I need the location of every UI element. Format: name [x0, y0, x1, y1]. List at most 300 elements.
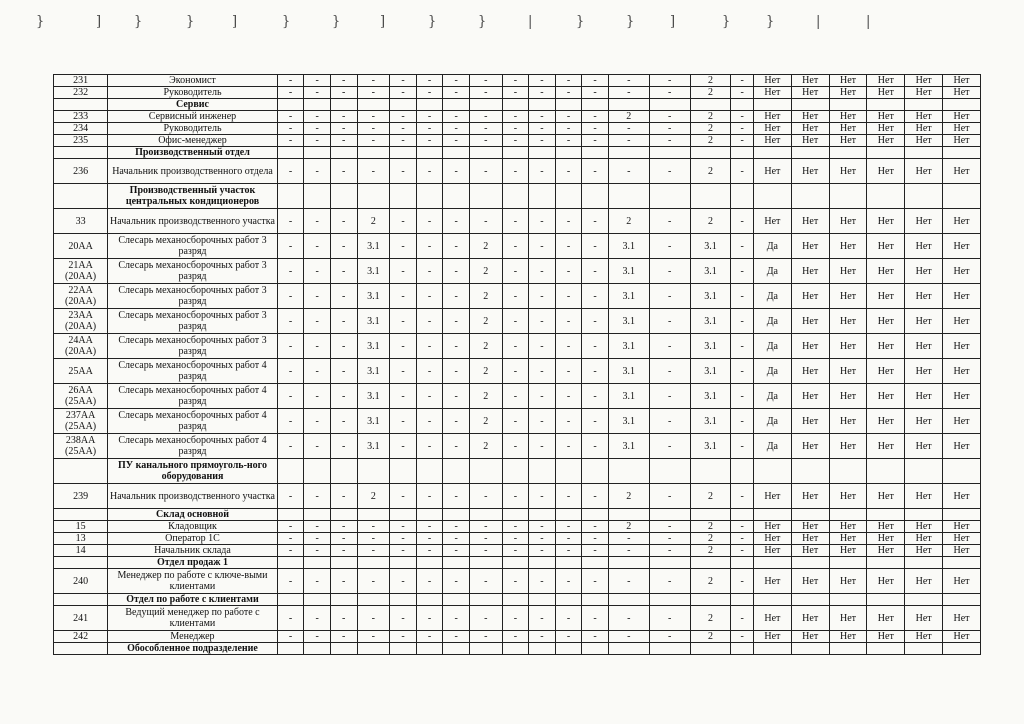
value-cell: Нет [943, 521, 981, 533]
value-cell: Нет [867, 75, 905, 87]
value-cell [390, 184, 417, 209]
value-cell: - [502, 359, 529, 384]
value-cell: - [555, 135, 582, 147]
value-cell: - [330, 135, 357, 147]
value-cell [469, 459, 502, 484]
value-cell: - [582, 521, 609, 533]
value-cell: 3.1 [690, 259, 731, 284]
table-row [54, 284, 981, 309]
value-cell [731, 557, 753, 569]
position-name: Руководитель [108, 123, 278, 135]
value-cell [390, 99, 417, 111]
sout-table [53, 74, 981, 655]
value-cell: Нет [867, 87, 905, 99]
value-cell: Нет [829, 234, 867, 259]
table-row [54, 631, 981, 643]
value-cell: - [390, 606, 417, 631]
value-cell: Нет [867, 434, 905, 459]
value-cell: Нет [829, 631, 867, 643]
table-row [54, 123, 981, 135]
value-cell: Нет [867, 334, 905, 359]
value-cell [582, 99, 609, 111]
value-cell: - [731, 334, 753, 359]
value-cell [304, 643, 331, 655]
value-cell: - [502, 284, 529, 309]
value-cell: - [608, 87, 649, 99]
position-name: Менеджер по работе с ключе-выми клиентами [108, 569, 278, 594]
row-number: 233 [54, 111, 108, 123]
value-cell: - [357, 533, 390, 545]
value-cell: - [390, 75, 417, 87]
value-cell: - [469, 569, 502, 594]
value-cell: - [357, 135, 390, 147]
value-cell: - [390, 123, 417, 135]
value-cell: - [330, 259, 357, 284]
value-cell: - [502, 409, 529, 434]
value-cell: Да [753, 259, 791, 284]
value-cell: - [304, 631, 331, 643]
value-cell [791, 147, 829, 159]
value-cell: - [529, 135, 556, 147]
value-cell: - [277, 123, 304, 135]
value-cell: - [416, 606, 443, 631]
section-title: ПУ канального прямоуголь-ного оборудования [108, 459, 278, 484]
value-cell [416, 459, 443, 484]
value-cell: 2 [469, 259, 502, 284]
section-title: Отдел по работе с клиентами [108, 594, 278, 606]
value-cell: Нет [829, 521, 867, 533]
value-cell [753, 147, 791, 159]
scan-mark: } [478, 13, 487, 30]
value-cell: - [304, 209, 331, 234]
value-cell: 3.1 [357, 234, 390, 259]
section-row [54, 594, 981, 606]
value-cell: - [731, 284, 753, 309]
value-cell [649, 594, 690, 606]
value-cell: - [277, 521, 304, 533]
value-cell: 2 [690, 135, 731, 147]
value-cell: Нет [791, 533, 829, 545]
row-number: 25АА [54, 359, 108, 384]
value-cell: Нет [753, 533, 791, 545]
value-cell: - [582, 545, 609, 557]
value-cell: - [649, 309, 690, 334]
value-cell: - [649, 159, 690, 184]
value-cell [416, 557, 443, 569]
value-cell: - [731, 75, 753, 87]
value-cell: - [555, 484, 582, 509]
value-cell: - [555, 334, 582, 359]
value-cell [357, 147, 390, 159]
value-cell: Да [753, 409, 791, 434]
value-cell: - [649, 87, 690, 99]
value-cell [330, 557, 357, 569]
value-cell: - [529, 209, 556, 234]
value-cell [829, 99, 867, 111]
value-cell: - [649, 359, 690, 384]
value-cell: - [582, 135, 609, 147]
value-cell [608, 509, 649, 521]
value-cell: - [390, 434, 417, 459]
value-cell [443, 594, 470, 606]
value-cell [555, 594, 582, 606]
value-cell [731, 147, 753, 159]
value-cell: Нет [753, 75, 791, 87]
value-cell: - [469, 135, 502, 147]
value-cell: - [277, 259, 304, 284]
value-cell [529, 557, 556, 569]
value-cell: Нет [791, 631, 829, 643]
value-cell: - [582, 259, 609, 284]
value-cell: - [731, 434, 753, 459]
value-cell [357, 99, 390, 111]
value-cell: 3.1 [608, 309, 649, 334]
value-cell: - [277, 209, 304, 234]
value-cell: Нет [905, 309, 943, 334]
value-cell: - [390, 87, 417, 99]
value-cell: - [390, 409, 417, 434]
section-title: Отдел продаж 1 [108, 557, 278, 569]
value-cell: - [416, 569, 443, 594]
position-name: Начальник производственного отдела [108, 159, 278, 184]
value-cell: Нет [905, 434, 943, 459]
scan-mark: } [722, 13, 731, 30]
row-number [54, 147, 108, 159]
value-cell: - [390, 111, 417, 123]
section-title: Склад основной [108, 509, 278, 521]
value-cell: - [443, 209, 470, 234]
value-cell: - [502, 234, 529, 259]
value-cell: - [502, 111, 529, 123]
value-cell: - [502, 259, 529, 284]
value-cell [330, 147, 357, 159]
value-cell: - [416, 284, 443, 309]
value-cell: Нет [829, 384, 867, 409]
value-cell [330, 459, 357, 484]
value-cell: Нет [753, 159, 791, 184]
value-cell: - [330, 434, 357, 459]
row-number [54, 99, 108, 111]
value-cell: - [416, 434, 443, 459]
value-cell: - [416, 359, 443, 384]
value-cell: - [390, 334, 417, 359]
value-cell [330, 184, 357, 209]
value-cell: Нет [867, 111, 905, 123]
value-cell [690, 184, 731, 209]
value-cell: Нет [905, 359, 943, 384]
value-cell [330, 643, 357, 655]
value-cell: - [304, 533, 331, 545]
value-cell: Нет [791, 135, 829, 147]
value-cell: - [529, 111, 556, 123]
value-cell: - [277, 631, 304, 643]
value-cell: 2 [690, 484, 731, 509]
value-cell: - [416, 409, 443, 434]
value-cell [529, 147, 556, 159]
value-cell [357, 184, 390, 209]
value-cell: 3.1 [690, 384, 731, 409]
value-cell: - [529, 521, 556, 533]
value-cell [357, 643, 390, 655]
value-cell [649, 184, 690, 209]
value-cell: - [469, 533, 502, 545]
value-cell [791, 459, 829, 484]
value-cell [469, 557, 502, 569]
value-cell: - [416, 75, 443, 87]
table-row [54, 209, 981, 234]
value-cell: - [416, 484, 443, 509]
value-cell: 2 [469, 284, 502, 309]
value-cell: Нет [905, 209, 943, 234]
value-cell: - [416, 234, 443, 259]
value-cell: - [529, 631, 556, 643]
value-cell: Нет [905, 259, 943, 284]
value-cell: - [731, 87, 753, 99]
value-cell [502, 643, 529, 655]
value-cell: Нет [867, 159, 905, 184]
value-cell: Нет [791, 545, 829, 557]
value-cell: - [582, 384, 609, 409]
value-cell: - [731, 384, 753, 409]
value-cell: 3.1 [690, 309, 731, 334]
row-number: 232 [54, 87, 108, 99]
value-cell: - [529, 309, 556, 334]
value-cell: - [502, 569, 529, 594]
table-body [54, 75, 981, 655]
value-cell: - [529, 123, 556, 135]
value-cell: - [502, 606, 529, 631]
value-cell: Нет [905, 334, 943, 359]
value-cell: - [649, 135, 690, 147]
value-cell: 2 [469, 434, 502, 459]
value-cell [582, 557, 609, 569]
scan-mark: | [816, 13, 821, 30]
value-cell: - [330, 209, 357, 234]
value-cell: Нет [943, 484, 981, 509]
value-cell: - [502, 75, 529, 87]
value-cell: - [502, 631, 529, 643]
value-cell [469, 509, 502, 521]
scan-mark: } [36, 13, 45, 30]
value-cell: Нет [791, 159, 829, 184]
value-cell [443, 557, 470, 569]
value-cell [943, 147, 981, 159]
value-cell [416, 594, 443, 606]
value-cell: - [330, 87, 357, 99]
table-row [54, 434, 981, 459]
value-cell: - [277, 434, 304, 459]
value-cell: 3.1 [690, 409, 731, 434]
table-row [54, 359, 981, 384]
section-title: Обособленное подразделение [108, 643, 278, 655]
value-cell: Нет [791, 384, 829, 409]
value-cell: - [502, 334, 529, 359]
value-cell [469, 99, 502, 111]
value-cell: - [649, 209, 690, 234]
value-cell: - [649, 484, 690, 509]
value-cell: Нет [943, 309, 981, 334]
value-cell [649, 557, 690, 569]
value-cell: Нет [829, 434, 867, 459]
value-cell: 2 [608, 209, 649, 234]
section-row [54, 557, 981, 569]
value-cell: 3.1 [608, 359, 649, 384]
value-cell: Нет [867, 521, 905, 533]
row-number: 14 [54, 545, 108, 557]
value-cell: - [304, 521, 331, 533]
row-number: 242 [54, 631, 108, 643]
value-cell: - [582, 409, 609, 434]
value-cell: - [582, 533, 609, 545]
value-cell: Нет [867, 384, 905, 409]
value-cell: Нет [791, 234, 829, 259]
value-cell: - [502, 533, 529, 545]
value-cell: - [731, 359, 753, 384]
value-cell: - [330, 384, 357, 409]
value-cell: - [555, 545, 582, 557]
value-cell: - [731, 309, 753, 334]
value-cell: - [731, 521, 753, 533]
value-cell: - [443, 123, 470, 135]
value-cell [905, 557, 943, 569]
row-number: 231 [54, 75, 108, 87]
value-cell: - [390, 309, 417, 334]
value-cell [502, 459, 529, 484]
row-number: 33 [54, 209, 108, 234]
value-cell: - [582, 631, 609, 643]
value-cell: Нет [791, 359, 829, 384]
position-name: Слесарь механосборочных работ 4 разряд [108, 434, 278, 459]
value-cell: Нет [867, 284, 905, 309]
value-cell: 3.1 [608, 234, 649, 259]
value-cell [304, 99, 331, 111]
value-cell: - [555, 159, 582, 184]
value-cell: - [731, 569, 753, 594]
value-cell: Нет [753, 631, 791, 643]
row-number: 20АА [54, 234, 108, 259]
scan-mark: } [766, 13, 775, 30]
section-row [54, 643, 981, 655]
table-row [54, 569, 981, 594]
value-cell: - [330, 111, 357, 123]
value-cell: Нет [943, 545, 981, 557]
value-cell: - [416, 631, 443, 643]
value-cell: - [330, 123, 357, 135]
value-cell [905, 184, 943, 209]
value-cell: - [649, 284, 690, 309]
value-cell [753, 643, 791, 655]
value-cell: Нет [753, 209, 791, 234]
value-cell [943, 509, 981, 521]
value-cell [502, 509, 529, 521]
value-cell: - [304, 434, 331, 459]
value-cell: - [649, 334, 690, 359]
value-cell: Да [753, 384, 791, 409]
value-cell: - [529, 75, 556, 87]
position-name: Слесарь механосборочных работ 3 разряд [108, 234, 278, 259]
value-cell: - [390, 284, 417, 309]
value-cell: 3.1 [357, 359, 390, 384]
value-cell: - [469, 631, 502, 643]
value-cell: - [443, 75, 470, 87]
value-cell: - [304, 135, 331, 147]
value-cell: Нет [791, 75, 829, 87]
value-cell: Нет [867, 309, 905, 334]
value-cell [943, 557, 981, 569]
value-cell [443, 99, 470, 111]
value-cell [390, 643, 417, 655]
value-cell [867, 557, 905, 569]
value-cell: - [582, 87, 609, 99]
value-cell [731, 594, 753, 606]
row-number [54, 459, 108, 484]
value-cell: Нет [791, 209, 829, 234]
value-cell: - [502, 484, 529, 509]
value-cell: - [731, 409, 753, 434]
section-row [54, 147, 981, 159]
value-cell: - [582, 234, 609, 259]
value-cell [829, 643, 867, 655]
scan-mark: } [576, 13, 585, 30]
row-number: 234 [54, 123, 108, 135]
value-cell: Нет [753, 123, 791, 135]
value-cell: - [529, 533, 556, 545]
value-cell: - [304, 545, 331, 557]
value-cell: - [390, 234, 417, 259]
value-cell [582, 147, 609, 159]
value-cell: - [582, 359, 609, 384]
value-cell: 2 [690, 75, 731, 87]
value-cell: - [502, 384, 529, 409]
value-cell: 2 [357, 484, 390, 509]
value-cell: - [330, 359, 357, 384]
value-cell: - [443, 135, 470, 147]
value-cell [731, 459, 753, 484]
value-cell: Нет [943, 569, 981, 594]
value-cell: - [304, 259, 331, 284]
value-cell: - [330, 309, 357, 334]
scan-mark: ] [380, 13, 386, 30]
value-cell: - [649, 434, 690, 459]
value-cell: 3.1 [357, 334, 390, 359]
value-cell [555, 99, 582, 111]
value-cell [529, 99, 556, 111]
value-cell: - [582, 606, 609, 631]
value-cell: Нет [905, 545, 943, 557]
value-cell: - [555, 209, 582, 234]
value-cell: Нет [829, 111, 867, 123]
value-cell: - [330, 606, 357, 631]
value-cell: Нет [905, 111, 943, 123]
value-cell: - [416, 159, 443, 184]
value-cell: Нет [943, 135, 981, 147]
value-cell: - [649, 75, 690, 87]
value-cell [469, 184, 502, 209]
value-cell: Нет [791, 334, 829, 359]
value-cell: Нет [905, 284, 943, 309]
value-cell: - [330, 334, 357, 359]
value-cell: - [443, 111, 470, 123]
position-name: Начальник производственного участка [108, 484, 278, 509]
value-cell: 2 [469, 384, 502, 409]
value-cell: - [608, 75, 649, 87]
value-cell [502, 594, 529, 606]
value-cell: - [330, 521, 357, 533]
value-cell [753, 557, 791, 569]
value-cell [416, 147, 443, 159]
value-cell: Нет [943, 631, 981, 643]
value-cell [304, 459, 331, 484]
